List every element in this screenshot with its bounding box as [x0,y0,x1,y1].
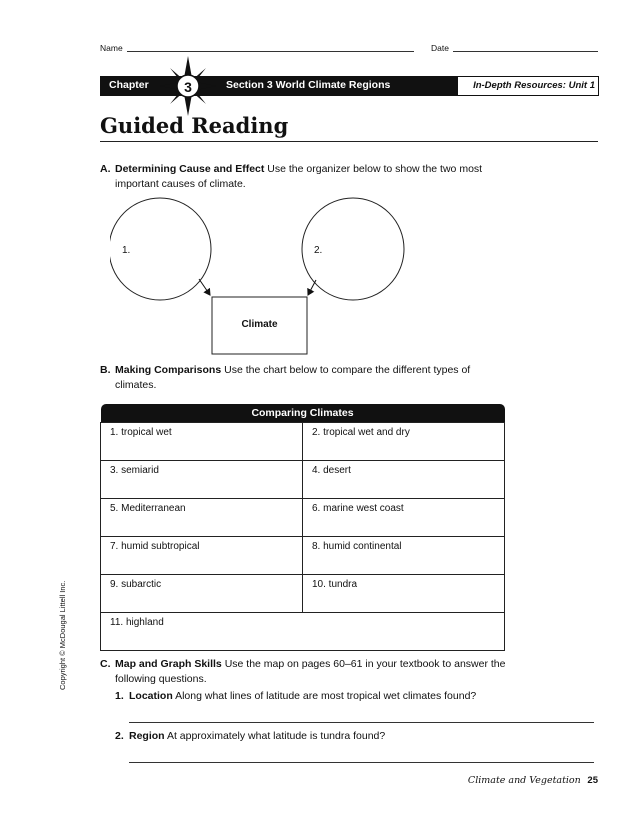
question-1-label: Location [129,690,173,702]
name-label: Name [100,43,123,53]
section-a-instructions: Determining Cause and Effect Use the organizer below to show the two most important causes of climate. [115,163,483,190]
page-footer [468,775,598,786]
chapter-label: Chapter [109,79,149,91]
resource-label: In-Depth Resources: Unit 1 [473,80,595,91]
table-cell[interactable]: 11. highland [101,613,505,651]
table-cell[interactable]: 3. semiarid [101,461,303,499]
table-row [101,423,505,461]
table-cell[interactable]: 2. tropical wet and dry [303,423,505,461]
page-number: 25 [587,775,598,786]
section-b-heading: Making Comparisons [115,364,222,376]
table-cell[interactable]: 10. tundra [303,575,505,613]
table-row [101,461,505,499]
climate-label: Climate [241,319,278,330]
date-label: Date [431,43,449,53]
table-cell[interactable]: 8. humid continental [303,537,505,575]
table-row [101,575,505,613]
table-row [101,613,505,651]
section-c-heading: Map and Graph Skills [115,658,222,670]
cause-2-label: 2. [314,245,323,256]
table-cell[interactable]: 5. Mediterranean [101,499,303,537]
section-title: Section 3 World Climate Regions [226,79,391,91]
chapter-number: 3 [184,79,192,95]
cause-effect-organizer [110,197,420,362]
arrow-2 [308,280,316,295]
question-1 [129,689,579,704]
section-b-instructions: Making Comparisons Use the chart below to compare the different types of climates. [115,364,471,391]
question-2-label: Region [129,730,165,742]
comparing-climates-table [100,404,505,651]
section-a-letter: A. [100,163,111,175]
table-title: Comparing Climates [101,404,505,423]
name-field[interactable] [127,42,414,52]
copyright-notice: Copyright © McDougal Littell Inc. [58,580,67,690]
answer-line-2[interactable] [129,752,594,763]
book-title: Climate and Vegetation [467,775,581,786]
question-2-text: At approximately what latitude is tundra found? [166,730,386,742]
answer-line-1[interactable] [129,712,594,723]
cause-1-label: 1. [122,245,131,256]
table-cell[interactable]: 9. subarctic [101,575,303,613]
section-a-heading: Determining Cause and Effect [115,163,265,175]
date-field[interactable] [453,42,598,52]
table-cell[interactable]: 7. humid subtropical [101,537,303,575]
table-cell[interactable]: 4. desert [303,461,505,499]
section-c-instructions: Map and Graph Skills Use the map on pages 60–61 in your textbook to answer the following questions. [115,658,506,685]
title-divider [100,141,598,142]
page-title: Guided Reading [100,113,289,138]
question-1-text: Along what lines of latitude are most tropical wet climates found? [175,690,477,702]
section-c-letter: C. [100,658,111,670]
table-cell[interactable]: 6. marine west coast [303,499,505,537]
table-row [101,499,505,537]
arrow-1 [199,279,210,295]
table-cell[interactable]: 1. tropical wet [101,423,303,461]
table-row [101,537,505,575]
question-2 [129,729,579,744]
section-b-letter: B. [100,364,111,376]
question-1-number: 1. [115,690,124,702]
question-2-number: 2. [115,730,124,742]
